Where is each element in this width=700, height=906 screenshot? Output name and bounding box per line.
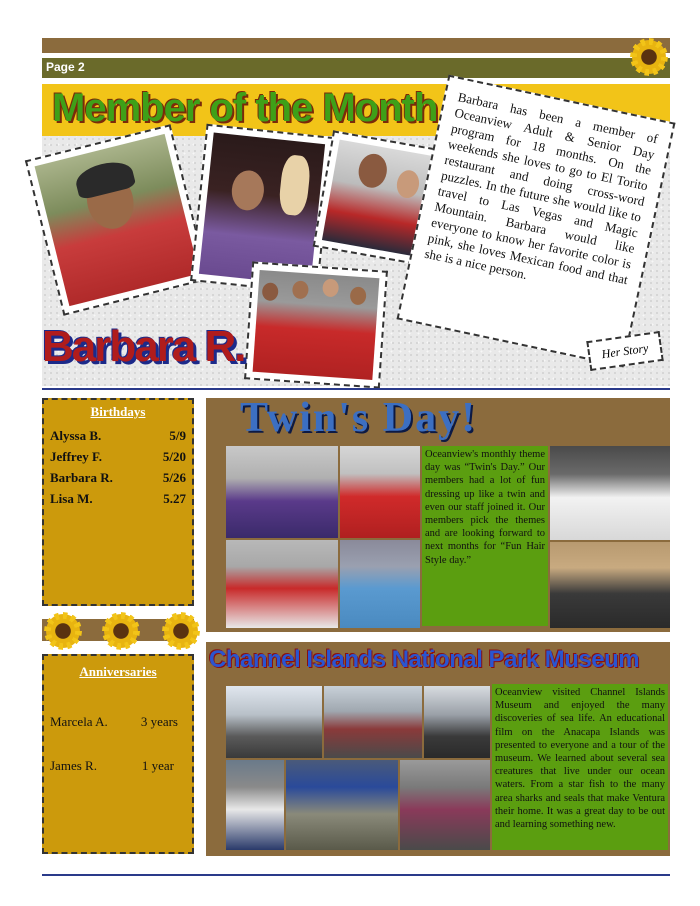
- birthday-row: Barbara R. 5/26: [50, 470, 186, 485]
- page-label: Page 2: [46, 60, 85, 74]
- top-bar: [42, 38, 670, 53]
- anniversaries-box: [42, 654, 194, 854]
- story-tag-text: Her Story: [600, 340, 650, 362]
- twins-photo: [226, 446, 338, 538]
- twins-photo: [226, 540, 338, 628]
- member-photo-4: [244, 261, 388, 388]
- page-bar: [42, 58, 670, 78]
- anniversaries-heading: Anniversaries: [79, 664, 157, 679]
- member-title: Member of the Month: [52, 86, 438, 130]
- museum-photo: [324, 686, 422, 758]
- birthday-row: Lisa M. 5.27: [50, 491, 186, 506]
- member-name: Barbara R.: [42, 322, 245, 371]
- twins-photo: [340, 540, 420, 628]
- anniversary-row: James R. 1 year: [50, 758, 174, 773]
- birthday-row: Alyssa B. 5/9: [50, 428, 186, 443]
- sunflower-icon: [102, 612, 140, 650]
- sunflower-icon: [162, 612, 200, 650]
- section-divider: [42, 388, 670, 390]
- birthdays-heading: Birthdays: [90, 404, 146, 419]
- member-story-text: Barbara has been a member of Oceanview Adult & Senior Day program for 18 months. On the weekends she loves to go to El Torito restaurant and doing cross-word puzzles. In the future she would like to travel to Las Vegas and Magic Mountain. Barbara would like everyone to know her favorite color is pink, she loves Mexican food and that she is a nice person.: [423, 89, 660, 288]
- museum-photo: [226, 686, 322, 758]
- museum-photo: [286, 760, 398, 850]
- museum-photo: [424, 686, 490, 758]
- anniversary-row: Marcela A. 3 years: [50, 714, 178, 729]
- twins-photo: [340, 446, 420, 538]
- museum-photo: [226, 760, 284, 850]
- sunflower-icon: [44, 612, 82, 650]
- museum-photo: [400, 760, 490, 850]
- twins-photo: [550, 446, 670, 540]
- museum-text: Oceanview visited Channel Islands Museum and enjoyed the many discoveries of sea life. An educational film on the Anacapa Islands was presented to everyone and a tour of the museum. We learned about several sea creatures that live under our ocean waters. From a star fish to the many area sharks and seals that make Ventura their home. It was a great day to be out and learning something new.: [495, 687, 665, 831]
- birthday-row: Jeffrey F. 5/20: [50, 449, 186, 464]
- museum-title: Channel Islands National Park Museum: [209, 646, 640, 673]
- museum-text-box: [492, 684, 668, 850]
- birthdays-box: [42, 398, 194, 606]
- twins-text: Oceanview's monthly theme day was “Twin's Day.” Our members had a lot of fun dressing up like a twin and even our staff joined it. Our members pick the themes and are looking forward to next months for “Fun Hair Style day.”: [425, 449, 545, 566]
- sunflower-icon: [630, 38, 668, 76]
- twins-title: Twin's Day!: [240, 395, 478, 441]
- bottom-divider: [42, 874, 670, 876]
- twins-photo: [550, 542, 670, 628]
- twins-text-box: [422, 446, 548, 626]
